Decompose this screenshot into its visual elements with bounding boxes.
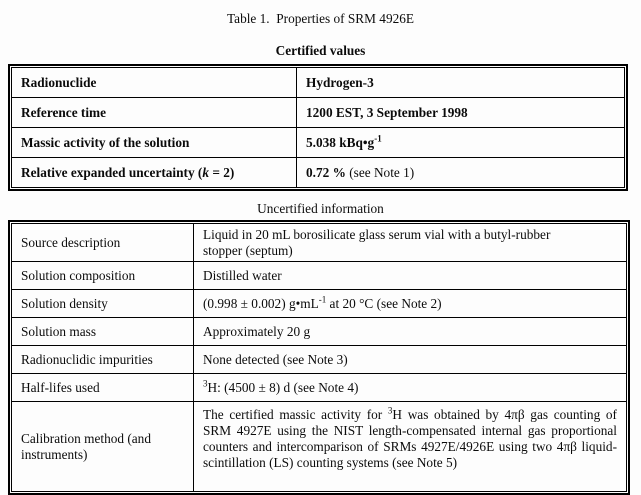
row-label: Relative expanded uncertainty (k = 2)	[12, 158, 297, 188]
row-value: None detected (see Note 3)	[194, 346, 627, 374]
section-heading-certified: Certified values	[275, 43, 366, 58]
row-value: 0.72 % (see Note 1)	[297, 158, 625, 188]
row-label: Radionuclide	[12, 68, 297, 98]
table-row	[12, 68, 625, 98]
row-label: Half-lifes used	[12, 374, 194, 402]
certified-values-table	[8, 64, 628, 191]
table-row	[12, 290, 627, 318]
row-label: Solution mass	[12, 318, 194, 346]
row-label: Solution density	[12, 290, 194, 318]
row-value: Approximately 20 g	[194, 318, 627, 346]
row-value: 5.038 $kBq•g^{-1}$	[297, 128, 625, 158]
row-label: Calibration method (and instruments)	[12, 402, 194, 492]
uncertified-information-table	[8, 220, 630, 495]
table-row	[12, 128, 625, 158]
table-row	[12, 318, 627, 346]
table-row	[12, 262, 627, 290]
table-row	[12, 346, 627, 374]
row-label: Massic activity of the solution	[12, 128, 297, 158]
page-title: Table 1. Properties of SRM 4926E	[226, 11, 415, 26]
uncertified-information-table-grid	[11, 223, 627, 492]
row-label: Radionuclidic impurities	[12, 346, 194, 374]
row-value: Hydrogen-3	[297, 68, 625, 98]
row-value: $^3$H: (4500 ± 8) d (see Note 4)	[194, 374, 627, 402]
row-value: (0.998 ± 0.002) $g•mL^{-1}$ at 20 °C (see Note 2)	[194, 290, 627, 318]
row-value: Distilled water	[194, 262, 627, 290]
row-label: Solution composition	[12, 262, 194, 290]
table-row	[12, 402, 627, 492]
certified-values-table-grid	[11, 67, 625, 188]
table-row	[12, 224, 627, 262]
table-row	[12, 374, 627, 402]
row-value: Liquid in 20 mL borosilicate glass serum vial with a butyl-rubber stopper (septum)	[194, 224, 627, 262]
row-value: 1200 EST, 3 September 1998	[297, 98, 625, 128]
table-row	[12, 98, 625, 128]
table-row	[12, 158, 625, 188]
row-label: Source description	[12, 224, 194, 262]
row-label: Reference time	[12, 98, 297, 128]
section-heading-uncertified: Uncertified information	[257, 201, 384, 216]
row-value: The certified massic activity for $^3$H was obtained by 4πβ gas counting of SRM 4927E using the NIST length-compensated internal gas proportional counters and intercomparison of SRMs 4927E/4926E using two 4πβ liquid-scintillation (LS) counting systems (see Note 5)	[194, 402, 627, 492]
